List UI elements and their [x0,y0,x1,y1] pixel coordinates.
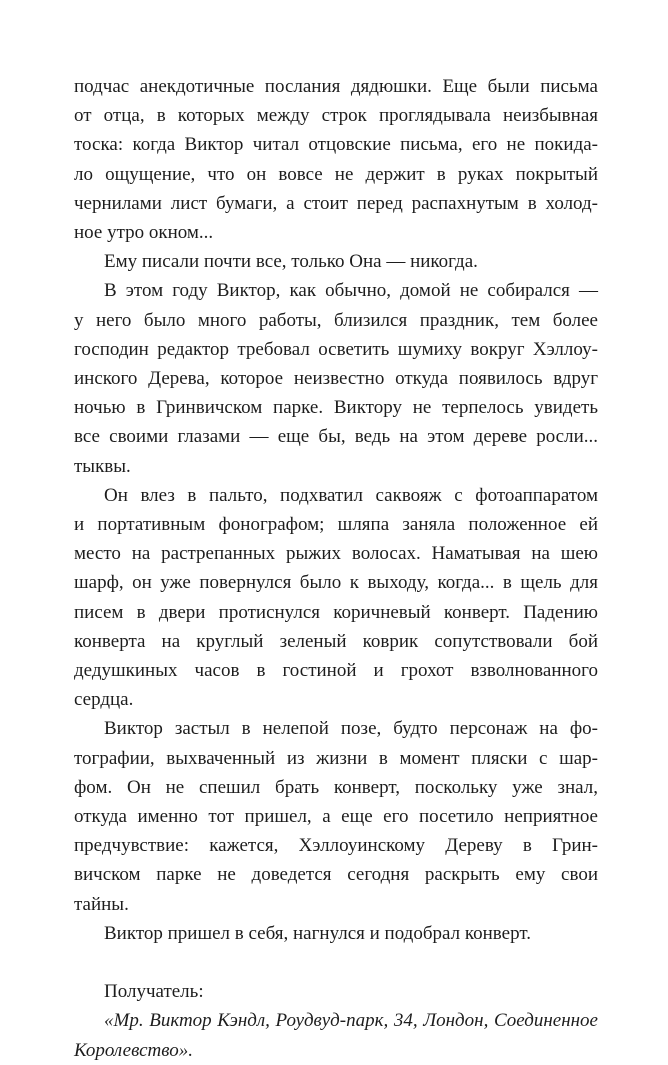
text-line: ло ощущение, что он вовсе не держит в руках покрытый [74,163,598,185]
paragraph [74,247,598,276]
text-line: и портативным фонографом; шляпа заняла положенное ей [74,514,598,536]
book-page [74,72,598,1065]
recipient-block [74,977,598,1065]
text-line: тайны. [74,893,129,915]
text-line: чернилами лист бумаги, а стоит перед распахнутым в холод- [74,192,598,214]
paragraph [74,276,598,480]
recipient-address-line-1: «Мр. Виктор Кэндл, Роудвуд-парк, 34, Лондон, Соединенное [104,1010,598,1032]
text-line: В этом году Виктор, как обычно, домой не собирался — [104,280,598,302]
text-line: тыквы. [74,455,131,477]
text-line: фом. Он не спешил брать конверт, поскольку уже знал, [74,776,598,798]
text-line: писем в двери протиснулся коричневый конверт. Падению [74,601,598,623]
text-line: предчувствие: кажется, Хэллоуинскому Дереву в Грин- [74,835,598,857]
text-line: сердца. [74,689,134,711]
text-line: тографии, выхваченный из жизни в момент пляски с шар- [74,747,598,769]
text-line: шарф, он уже повернулся было к выходу, когда... в щель для [74,572,598,594]
text-line: дедушкиных часов в гостиной и грохот взволнованного [74,660,598,682]
paragraph [74,919,598,948]
text-line: Он влез в пальто, подхватил саквояж с фотоаппаратом [104,484,598,506]
paragraph [74,72,598,247]
body-text [74,72,598,948]
text-line: откуда именно тот пришел, а еще его посетило неприятное [74,806,598,828]
paragraph [74,714,598,918]
text-line: у него было много работы, близился праздник, тем более [74,309,598,331]
text-line: Ему писали почти все, только Она — никогда. [104,251,478,273]
text-line: инского Дерева, которое неизвестно откуда появилось вдруг [74,368,598,390]
text-line: тоска: когда Виктор читал отцовские письма, его не покида- [74,134,598,156]
text-line: место на растрепанных рыжих волосах. Наматывая на шею [74,543,598,565]
text-line: ное утро окном... [74,222,214,244]
recipient-address-line-2: Королевство». [74,1039,194,1061]
text-line: Виктор пришел в себя, нагнулся и подобрал конверт. [104,922,531,944]
text-line: господин редактор требовал осветить шумиху вокруг Хэллоу- [74,338,598,360]
text-line: все своими глазами — еще бы, ведь на этом дереве росли... [74,426,598,448]
text-line: от отца, в которых между строк проглядывала неизбывная [74,105,598,127]
paragraph [74,481,598,715]
text-line: Виктор застыл в нелепой позе, будто персонаж на фо- [104,718,598,740]
recipient-label: Получатель: [104,981,204,1003]
text-line: ночью в Гринвичском парке. Виктору не терпелось увидеть [74,397,598,419]
paragraph-gap [74,948,598,977]
text-line: конверта на круглый зеленый коврик сопутствовали бой [74,630,598,652]
text-line: подчас анекдотичные послания дядюшки. Еще были письма [74,76,598,97]
text-line: вичском парке не доведется сегодня раскрыть ему свои [74,864,598,886]
